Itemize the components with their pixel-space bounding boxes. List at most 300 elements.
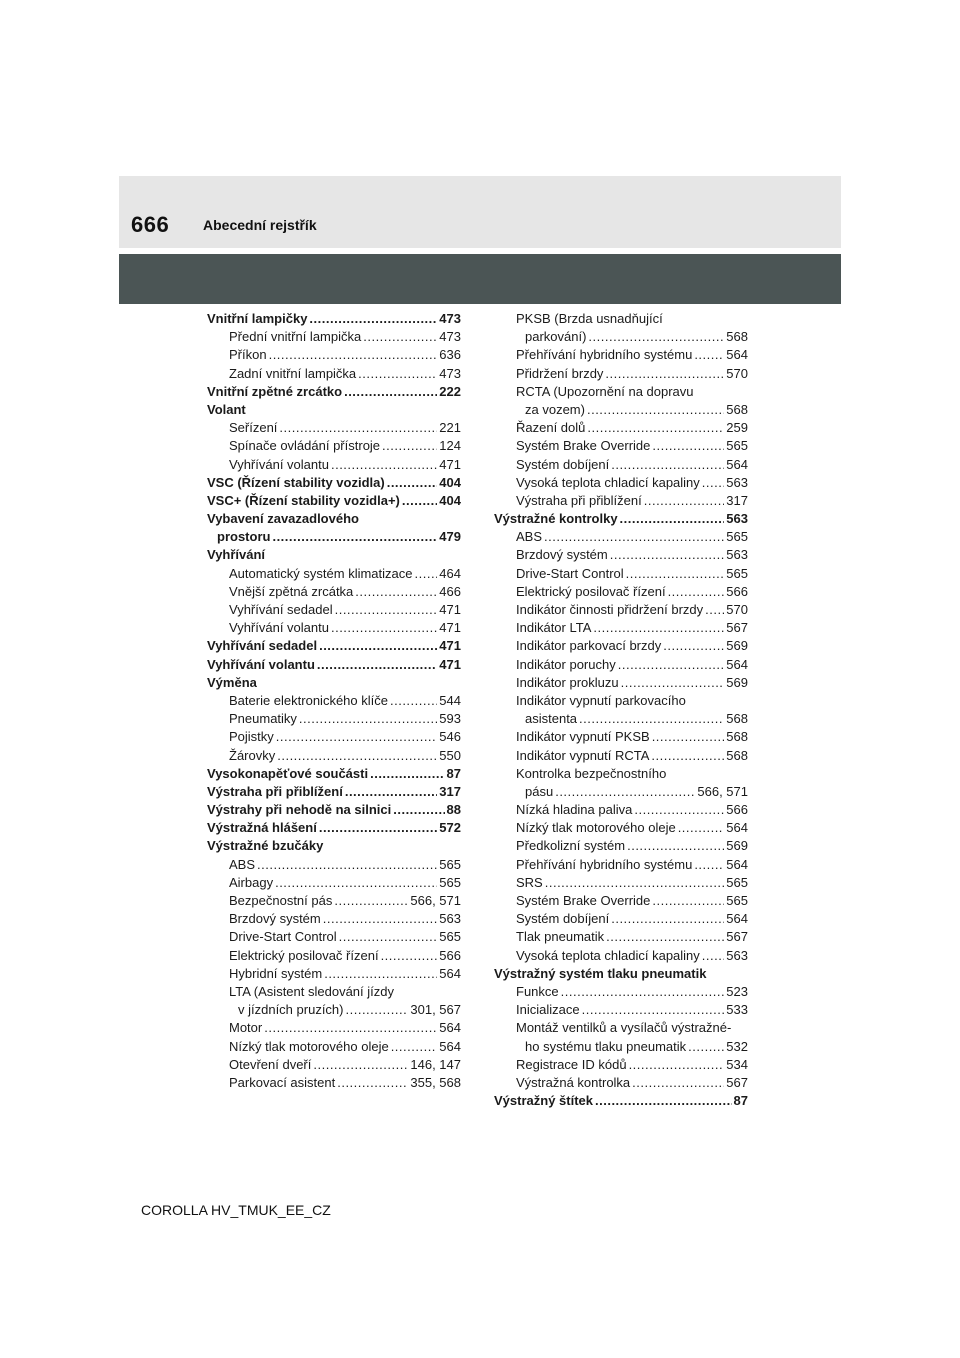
dot-leader <box>382 437 437 455</box>
index-entry-page: 572 <box>439 820 461 836</box>
index-entry-label: Řazení dolů <box>516 420 586 436</box>
index-entry[interactable] <box>494 747 748 765</box>
index-entry-page: 563 <box>439 911 461 927</box>
index-entry[interactable] <box>494 1019 748 1037</box>
index-entry[interactable] <box>207 983 461 1001</box>
index-entry-label: Výstražné kontrolky <box>494 511 618 527</box>
dot-leader <box>644 492 725 510</box>
index-entry[interactable] <box>494 637 748 655</box>
dot-leader <box>323 910 438 928</box>
index-entry[interactable] <box>207 1019 461 1037</box>
index-entry-page: 471 <box>439 602 461 617</box>
index-entry-label: Spínače ovládání přístroje <box>229 438 381 454</box>
dark-banner <box>119 254 841 304</box>
index-entry-label: Systém dobíjení <box>516 911 610 927</box>
dot-leader <box>678 819 725 837</box>
index-entry[interactable] <box>207 419 461 437</box>
dot-leader <box>587 419 724 437</box>
index-entry[interactable] <box>494 1074 748 1092</box>
index-entry[interactable] <box>207 583 461 601</box>
index-entry-label: Nízká hladina paliva <box>516 802 633 818</box>
dot-leader <box>334 892 408 910</box>
index-entry[interactable] <box>494 692 748 710</box>
index-entry[interactable] <box>494 837 748 855</box>
index-entry-page: 564 <box>726 456 748 472</box>
index-entry[interactable] <box>207 1038 461 1056</box>
index-entry-label: Přehřívání hybridního systému <box>516 347 693 363</box>
dot-leader <box>319 637 437 655</box>
index-entry-page: 636 <box>439 347 461 363</box>
index-entry-label: Zadní vnitřní lampička <box>229 365 357 381</box>
dot-leader <box>555 783 695 801</box>
index-entry[interactable] <box>207 510 461 528</box>
dot-leader <box>415 565 438 583</box>
dot-leader <box>611 910 724 928</box>
index-entry-label: Přidržení brzdy <box>516 365 604 381</box>
dot-leader <box>668 583 725 601</box>
index-entry-page: 317 <box>439 783 461 799</box>
index-entry[interactable] <box>494 528 748 546</box>
index-entry-label: Pneumatiky <box>229 711 297 727</box>
index-entry-label: Kontrolka bezpečnostního <box>516 765 667 781</box>
index-entry[interactable] <box>207 328 461 346</box>
dot-leader <box>634 801 724 819</box>
index-entry[interactable] <box>494 1038 748 1056</box>
index-entry-label: Hybridní systém <box>229 965 323 981</box>
index-entry[interactable] <box>207 819 461 837</box>
index-entry-page: 544 <box>439 692 461 708</box>
index-entry-page: 87 <box>733 1093 748 1109</box>
index-entry[interactable] <box>207 783 461 801</box>
index-entry-label: Indikátor činnosti přidržení brzdy <box>516 602 704 617</box>
index-entry-label: Přední vnitřní lampička <box>229 329 362 345</box>
dot-leader <box>331 619 437 637</box>
index-entry-page: 565 <box>726 438 748 454</box>
index-entry[interactable] <box>207 692 461 710</box>
index-entry-page: 570 <box>726 602 748 617</box>
dot-leader <box>702 947 725 965</box>
index-entry[interactable] <box>207 947 461 965</box>
index-entry-page: 568 <box>726 747 748 763</box>
dot-leader <box>544 528 724 546</box>
index-entry-label: pásu <box>525 783 554 799</box>
index-entry[interactable] <box>494 674 748 692</box>
index-entry-page: 563 <box>726 547 748 563</box>
index-entry-label: Baterie elektronického klíče <box>229 692 388 708</box>
index-entry[interactable] <box>494 965 748 983</box>
index-entry[interactable] <box>494 983 748 1001</box>
dot-leader <box>688 1038 724 1056</box>
index-entry[interactable] <box>494 910 748 928</box>
index-entry-label: Výstražná hlášení <box>207 820 317 836</box>
index-entry-page: 568 <box>726 711 748 727</box>
dot-leader <box>345 783 437 801</box>
dot-leader <box>621 674 725 692</box>
index-entry[interactable] <box>494 928 748 946</box>
index-entry-page: 464 <box>439 565 461 581</box>
dot-leader <box>651 747 724 765</box>
index-entry-page: 471 <box>439 620 461 636</box>
index-entry[interactable] <box>494 656 748 674</box>
index-entry[interactable] <box>494 783 748 801</box>
index-entry[interactable] <box>494 1092 748 1110</box>
index-entry-label: Vnější zpětná zrcátka <box>229 583 354 599</box>
index-entry-page: 473 <box>439 329 461 345</box>
index-entry-label: Airbagy <box>229 874 274 890</box>
index-entry[interactable] <box>494 419 748 437</box>
dot-leader <box>393 801 444 819</box>
index-entry-label: Inicializace <box>516 1002 580 1018</box>
page-number: 666 <box>131 212 170 237</box>
index-entry[interactable] <box>494 565 748 583</box>
index-entry-label: Drive-Start Control <box>516 565 624 581</box>
index-entry[interactable] <box>494 437 748 455</box>
index-entry-label: Otevření dveří <box>229 1056 312 1072</box>
index-entry[interactable] <box>494 328 748 346</box>
index-entry[interactable] <box>494 801 748 819</box>
index-entry-label: Indikátor parkovací brzdy <box>516 638 662 654</box>
index-entry-page: 564 <box>439 1038 461 1054</box>
dot-leader <box>652 728 725 746</box>
index-entry[interactable] <box>207 310 461 328</box>
dot-leader <box>317 656 437 674</box>
section-title: Abecední rejstřík <box>203 217 317 233</box>
index-entry-label: Indikátor vypnutí PKSB <box>516 729 650 745</box>
index-entry-page: 566, 571 <box>697 783 748 799</box>
index-entry-page: 566 <box>439 947 461 963</box>
index-entry-page: 565 <box>439 874 461 890</box>
index-entry-label: Vyhřívání volantu <box>207 656 315 672</box>
index-entry-label: Vyhřívání volantu <box>229 620 329 636</box>
index-entry-label: Vybavení zavazadlového <box>207 511 359 527</box>
index-entry[interactable] <box>494 601 748 619</box>
index-entry-page: 564 <box>439 965 461 981</box>
index-entry-page: 550 <box>439 747 461 763</box>
dot-leader <box>663 637 724 655</box>
index-entry-label: v jízdních pruzích) <box>238 1002 344 1018</box>
index-entry-label: PKSB (Brzda usnadňující <box>516 311 663 326</box>
index-entry-label: VSC+ (Řízení stability vozidla+) <box>207 492 400 508</box>
index-entry-page: 87 <box>446 765 461 781</box>
index-entry-label: Výstražný systém tlaku pneumatik <box>494 965 707 981</box>
dot-leader <box>587 401 724 419</box>
index-entry-page: 471 <box>439 456 461 472</box>
index-entry-page: 564 <box>726 347 748 363</box>
index-entry-page: 563 <box>726 474 748 490</box>
index-entry-page: 523 <box>726 983 748 999</box>
index-entry-label: parkování) <box>525 329 587 345</box>
index-entry[interactable] <box>207 637 461 655</box>
index-entry[interactable] <box>207 837 461 855</box>
dot-leader <box>402 492 437 510</box>
index-entry-label: Seřízení <box>229 420 278 436</box>
dot-leader <box>620 510 725 528</box>
index-entry-label: RCTA (Upozornění na dopravu <box>516 383 694 399</box>
index-entry[interactable] <box>207 965 461 983</box>
dot-leader <box>319 819 437 837</box>
index-entry-label: Indikátor poruchy <box>516 656 616 672</box>
index-entry-label: Vnitřní lampičky <box>207 311 308 326</box>
index-entry[interactable] <box>207 801 461 819</box>
index-entry-page: 301, 567 <box>410 1002 461 1018</box>
index-entry[interactable] <box>494 728 748 746</box>
index-entry[interactable] <box>494 310 748 328</box>
index-entry-label: Vysoká teplota chladicí kapaliny <box>516 474 700 490</box>
index-entry-page: 563 <box>726 947 748 963</box>
index-entry[interactable] <box>207 565 461 583</box>
index-entry-label: Výstraha při přiblížení <box>207 783 343 799</box>
dot-leader <box>579 710 724 728</box>
index-entry[interactable] <box>494 401 748 419</box>
dot-leader <box>605 365 724 383</box>
index-entry-page: 566 <box>726 802 748 818</box>
dot-leader <box>618 656 725 674</box>
index-entry[interactable] <box>494 856 748 874</box>
index-entry[interactable] <box>207 401 461 419</box>
index-entry[interactable] <box>207 874 461 892</box>
index-entry[interactable] <box>207 656 461 674</box>
index-entry-label: Indikátor vypnutí parkovacího <box>516 692 686 708</box>
index-entry[interactable] <box>494 346 748 364</box>
index-entry[interactable] <box>207 765 461 783</box>
dot-leader <box>694 346 724 364</box>
index-entry[interactable] <box>207 710 461 728</box>
index-entry-page: 570 <box>726 365 748 381</box>
index-entry[interactable] <box>494 619 748 637</box>
index-entry-label: Vyhřívání <box>207 547 266 563</box>
index-entry[interactable] <box>207 856 461 874</box>
index-entry-label: Nízký tlak motorového oleje <box>229 1038 389 1054</box>
index-entry-label: Výměna <box>207 674 257 690</box>
index-entry[interactable] <box>494 947 748 965</box>
dot-leader <box>705 601 724 619</box>
dot-leader <box>335 601 438 619</box>
index-entry-page: 404 <box>439 474 461 490</box>
index-entry-page: 568 <box>726 729 748 745</box>
dot-leader <box>390 692 437 710</box>
index-entry-label: VSC (Řízení stability vozidla) <box>207 474 385 490</box>
index-entry-page: 565 <box>726 874 748 890</box>
index-entry-label: Výstraha při přiblížení <box>516 492 642 508</box>
footer-document-code: COROLLA HV_TMUK_EE_CZ <box>141 1202 331 1218</box>
index-entry[interactable] <box>207 1074 461 1092</box>
index-entry-page: 569 <box>726 674 748 690</box>
index-entry-page: 566 <box>726 583 748 599</box>
index-entry[interactable] <box>207 747 461 765</box>
index-entry-page: 567 <box>726 620 748 636</box>
index-entry-label: Brzdový systém <box>516 547 608 563</box>
index-entry-label: Systém dobíjení <box>516 456 610 472</box>
index-entry[interactable] <box>494 383 748 401</box>
index-entry[interactable] <box>207 492 461 510</box>
index-column-right <box>494 310 748 1110</box>
index-entry-page: 564 <box>726 820 748 836</box>
dot-leader <box>627 837 724 855</box>
index-entry-label: Indikátor vypnutí RCTA <box>516 747 650 763</box>
dot-leader <box>632 1074 724 1092</box>
index-entry[interactable] <box>207 619 461 637</box>
index-entry-label: Indikátor prokluzu <box>516 674 619 690</box>
index-entry-label: Žárovky <box>229 747 276 763</box>
index-entry-page: 546 <box>439 729 461 745</box>
dot-leader <box>561 983 725 1001</box>
index-entry-label: Výstrahy při nehodě na silnici <box>207 802 392 818</box>
index-entry-page: 564 <box>726 911 748 927</box>
index-entry-label: Drive-Start Control <box>229 929 337 945</box>
index-entry-label: Vyhřívání sedadel <box>229 602 333 617</box>
index-entry[interactable] <box>494 874 748 892</box>
index-entry[interactable] <box>494 765 748 783</box>
index-entry[interactable] <box>207 910 461 928</box>
dot-leader <box>652 892 724 910</box>
index-entry-label: Registrace ID kódů <box>516 1056 627 1072</box>
index-entry[interactable] <box>494 710 748 728</box>
index-entry-label: Přehřívání hybridního systému <box>516 856 693 872</box>
index-entry[interactable] <box>207 346 461 364</box>
index-entry-label: ABS <box>229 856 256 872</box>
index-entry-page: 564 <box>726 656 748 672</box>
dot-leader <box>299 710 437 728</box>
index-entry[interactable] <box>207 728 461 746</box>
index-entry[interactable] <box>494 546 748 564</box>
index-entry-page: 565 <box>439 929 461 945</box>
index-entry[interactable] <box>207 546 461 564</box>
dot-leader <box>272 528 437 546</box>
index-entry-page: 567 <box>726 929 748 945</box>
index-entry-label: prostoru <box>217 529 271 545</box>
index-entry-label: Elektrický posilovač řízení <box>229 947 379 963</box>
dot-leader <box>331 456 437 474</box>
index-entry[interactable] <box>207 892 461 910</box>
index-entry-label: asistenta <box>525 711 578 727</box>
index-entry-page: 479 <box>439 529 461 545</box>
dot-leader <box>652 437 724 455</box>
index-entry-page: 568 <box>726 329 748 345</box>
index-entry-label: Systém Brake Override <box>516 893 651 908</box>
index-entry-page: 564 <box>726 856 748 872</box>
index-entry[interactable] <box>207 1056 461 1074</box>
index-entry-label: Indikátor LTA <box>516 620 592 636</box>
index-entry-page: 563 <box>726 511 748 527</box>
dot-leader <box>611 456 724 474</box>
index-entry-page: 564 <box>439 1020 461 1036</box>
index-entry-page: 566, 571 <box>410 893 461 908</box>
index-entry-page: 533 <box>726 1002 748 1018</box>
index-entry-page: 317 <box>726 492 748 508</box>
dot-leader <box>277 747 437 765</box>
index-entry-label: Elektrický posilovač řízení <box>516 583 666 599</box>
dot-leader <box>346 1001 409 1019</box>
index-entry-page: 565 <box>726 565 748 581</box>
index-entry-page: 222 <box>439 383 461 399</box>
index-entry-label: LTA (Asistent sledování jízdy <box>229 983 394 999</box>
index-entry[interactable] <box>207 474 461 492</box>
index-entry-label: Systém Brake Override <box>516 438 651 454</box>
index-entry[interactable] <box>494 492 748 510</box>
index-entry-label: Montáž ventilků a vysílačů výstražné- <box>516 1020 732 1036</box>
index-entry-label: Parkovací asistent <box>229 1074 336 1090</box>
index-entry[interactable] <box>494 1001 748 1019</box>
index-entry[interactable] <box>207 383 461 401</box>
index-entry[interactable] <box>207 365 461 383</box>
index-entry-page: 466 <box>439 583 461 599</box>
index-entry[interactable] <box>207 437 461 455</box>
dot-leader <box>269 346 438 364</box>
index-entry[interactable] <box>494 365 748 383</box>
index-entry-page: 259 <box>726 420 748 436</box>
dot-leader <box>324 965 437 983</box>
dot-leader <box>582 1001 725 1019</box>
index-entry-label: Motor <box>229 1020 263 1036</box>
dot-leader <box>702 474 725 492</box>
dot-leader <box>257 856 437 874</box>
index-entry-page: 569 <box>726 838 748 854</box>
index-column-left <box>207 310 461 1092</box>
index-entry[interactable] <box>207 928 461 946</box>
index-entry-page: 146, 147 <box>410 1056 461 1072</box>
dot-leader <box>275 874 437 892</box>
index-entry-label: Funkce <box>516 983 559 999</box>
dot-leader <box>606 928 724 946</box>
dot-leader <box>363 328 437 346</box>
index-entry-page: 221 <box>439 420 461 436</box>
index-entry-page: 565 <box>726 529 748 545</box>
index-entry[interactable] <box>207 601 461 619</box>
dot-leader <box>381 947 438 965</box>
dot-leader <box>355 583 437 601</box>
dot-leader <box>370 765 444 783</box>
index-entry-page: 471 <box>439 656 461 672</box>
index-entry-label: Bezpečnostní pás <box>229 893 333 908</box>
index-entry-label: Tlak pneumatik <box>516 929 605 945</box>
dot-leader <box>629 1056 725 1074</box>
index-entry-label: za vozem) <box>525 401 585 417</box>
index-entry-label: Předkolizní systém <box>516 838 626 854</box>
index-entry-page: 569 <box>726 638 748 654</box>
dot-leader <box>626 565 725 583</box>
index-entry-label: SRS <box>516 874 543 890</box>
index-entry[interactable] <box>494 1056 748 1074</box>
dot-leader <box>545 874 725 892</box>
index-entry[interactable] <box>207 674 461 692</box>
dot-leader <box>264 1019 437 1037</box>
index-entry[interactable] <box>494 819 748 837</box>
index-entry-page: 534 <box>726 1056 748 1072</box>
index-entry[interactable] <box>494 510 748 528</box>
index-entry-page: 568 <box>726 401 748 417</box>
index-entry-label: Volant <box>207 401 246 417</box>
dot-leader <box>279 419 437 437</box>
index-entry-label: Pojistky <box>229 729 274 745</box>
index-entry[interactable] <box>494 583 748 601</box>
index-entry-label: Automatický systém klimatizace <box>229 565 413 581</box>
index-entry-page: 593 <box>439 711 461 727</box>
index-entry[interactable] <box>494 474 748 492</box>
index-entry[interactable] <box>207 1001 461 1019</box>
dot-leader <box>610 546 725 564</box>
index-entry-page: 404 <box>439 492 461 508</box>
dot-leader <box>276 728 438 746</box>
index-entry-page: 565 <box>439 856 461 872</box>
index-entry[interactable] <box>494 456 748 474</box>
dot-leader <box>595 1092 732 1110</box>
index-entry-label: Vyhřívání volantu <box>229 456 329 472</box>
index-entry[interactable] <box>494 892 748 910</box>
index-entry-page: 473 <box>439 365 461 381</box>
index-entry[interactable] <box>207 456 461 474</box>
index-entry-label: Nízký tlak motorového oleje <box>516 820 676 836</box>
index-entry[interactable] <box>207 528 461 546</box>
